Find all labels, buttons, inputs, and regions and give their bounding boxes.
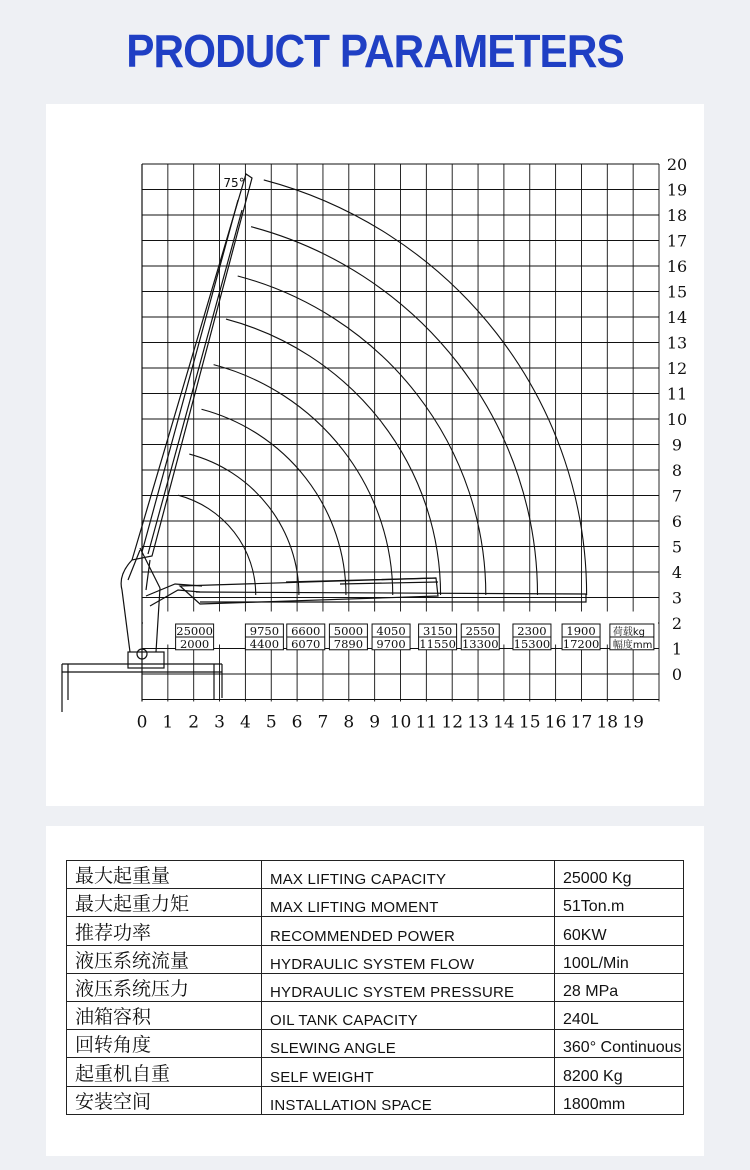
param-name-zh: 最大起重力矩 — [67, 889, 262, 917]
x-tick-label: 17 — [570, 712, 593, 733]
y-tick-label: 15 — [666, 282, 688, 302]
reach-arc — [264, 180, 587, 595]
table-row — [67, 973, 684, 1001]
table-row — [67, 1058, 684, 1086]
boom-angle-label: 75° — [223, 175, 245, 190]
radius-value: 6070 — [291, 636, 321, 651]
x-tick-label: 2 — [188, 712, 200, 733]
param-value: 240L — [555, 1001, 684, 1029]
radius-value: 15300 — [513, 636, 551, 651]
load-value: 2550 — [465, 624, 495, 639]
radius-value: 7890 — [333, 636, 364, 651]
param-name-en: MAX LIFTING CAPACITY — [262, 861, 555, 889]
x-tick-label: 14 — [493, 712, 515, 733]
param-name-zh: 油箱容积 — [67, 1001, 262, 1029]
y-tick-label: 0 — [671, 665, 683, 684]
y-tick-label: 10 — [666, 410, 688, 429]
x-tick-label: 9 — [369, 712, 381, 733]
parameters-table — [66, 860, 684, 1115]
x-tick-label: 8 — [343, 712, 355, 733]
param-name-en: OIL TANK CAPACITY — [262, 1001, 555, 1029]
load-value: 6600 — [291, 624, 321, 639]
load-value: 25000 — [176, 624, 213, 639]
param-name-en: MAX LIFTING MOMENT — [262, 889, 555, 917]
x-tick-label: 18 — [596, 712, 619, 733]
x-tick-label: 7 — [317, 712, 329, 733]
param-value: 100L/Min — [555, 945, 684, 973]
param-name-zh: 液压系统流量 — [67, 945, 262, 973]
load-value: 5000 — [333, 624, 364, 639]
param-value: 360° Continuous — [555, 1030, 684, 1058]
radius-value: 9700 — [376, 636, 406, 651]
load-value: 2300 — [517, 624, 547, 639]
x-tick-label: 3 — [214, 712, 225, 733]
param-name-zh: 安装空间 — [67, 1086, 262, 1114]
chart-grid — [142, 164, 659, 702]
y-tick-label: 14 — [666, 308, 688, 327]
param-name-zh: 最大起重量 — [67, 861, 262, 889]
param-name-zh: 推荐功率 — [67, 917, 262, 945]
radius-legend: 幅度mm — [612, 639, 653, 651]
param-value: 28 MPa — [555, 973, 684, 1001]
param-name-en: INSTALLATION SPACE — [262, 1086, 555, 1114]
x-tick-label: 19 — [622, 712, 644, 733]
y-tick-label: 12 — [666, 359, 688, 378]
load-value: 4050 — [376, 624, 406, 639]
load-value: 1900 — [566, 624, 596, 639]
radius-value: 2000 — [179, 636, 210, 651]
y-tick-label: 13 — [666, 333, 688, 353]
reach-arc — [251, 227, 537, 595]
y-tick-label: 20 — [666, 155, 688, 174]
y-tick-label: 6 — [671, 512, 683, 531]
radius-value: 4400 — [249, 636, 280, 651]
reach-arc — [189, 454, 299, 595]
param-name-en: RECOMMENDED POWER — [262, 917, 555, 945]
reach-arc — [214, 365, 393, 595]
param-value: 1800mm — [555, 1086, 684, 1114]
param-value: 60KW — [555, 917, 684, 945]
table-row — [67, 1001, 684, 1029]
y-tick-label: 9 — [671, 435, 683, 455]
param-value: 25000 Kg — [555, 861, 684, 889]
load-value: 9750 — [249, 624, 280, 639]
x-tick-label: 13 — [467, 712, 489, 733]
radius-value: 13300 — [461, 636, 499, 651]
x-tick-label: 6 — [291, 712, 303, 733]
table-row — [67, 917, 684, 945]
y-tick-label: 11 — [666, 384, 688, 404]
radius-value: 17200 — [562, 636, 600, 651]
param-name-en: SELF WEIGHT — [262, 1058, 555, 1086]
y-tick-label: 16 — [666, 257, 688, 276]
y-tick-label: 1 — [671, 639, 683, 659]
x-tick-label: 10 — [389, 712, 412, 733]
param-name-zh: 起重机自重 — [67, 1058, 262, 1086]
x-tick-label: 5 — [265, 712, 277, 733]
reach-arc — [238, 276, 486, 595]
y-tick-label: 3 — [671, 588, 683, 608]
param-name-en: SLEWING ANGLE — [262, 1030, 555, 1058]
param-name-zh: 回转角度 — [67, 1030, 262, 1058]
table-row — [67, 861, 684, 889]
y-tick-label: 17 — [666, 231, 688, 251]
load-value: 3150 — [422, 624, 453, 639]
param-name-zh: 液压系统压力 — [67, 973, 262, 1001]
x-tick-label: 11 — [415, 712, 438, 733]
param-name-en: HYDRAULIC SYSTEM PRESSURE — [262, 973, 555, 1001]
x-tick-label: 1 — [162, 712, 174, 733]
x-tick-label: 0 — [136, 712, 148, 733]
param-value: 51Ton.m — [555, 889, 684, 917]
table-row — [67, 945, 684, 973]
radius-value: 11550 — [419, 636, 456, 651]
param-name-en: HYDRAULIC SYSTEM FLOW — [262, 945, 555, 973]
y-tick-label: 2 — [671, 614, 683, 633]
x-tick-label: 4 — [239, 712, 251, 733]
y-tick-label: 8 — [671, 461, 683, 480]
y-tick-label: 5 — [671, 537, 683, 557]
y-tick-label: 18 — [666, 206, 688, 225]
y-tick-label: 19 — [666, 180, 688, 200]
y-tick-label: 4 — [671, 563, 683, 582]
y-tick-label: 7 — [671, 486, 683, 506]
reach-arc — [178, 495, 256, 595]
table-row — [67, 1086, 684, 1114]
x-tick-label: 12 — [441, 712, 464, 733]
page-title: PRODUCT PARAMETERS — [126, 25, 624, 77]
x-tick-label: 16 — [544, 712, 567, 733]
x-tick-label: 15 — [518, 712, 541, 733]
reach-arcs — [178, 176, 586, 595]
table-row — [67, 1030, 684, 1058]
reach-arc — [226, 319, 441, 595]
table-row — [67, 889, 684, 917]
reach-arc — [201, 409, 345, 595]
param-value: 8200 Kg — [555, 1058, 684, 1086]
load-legend: 荷载kg — [612, 627, 646, 639]
